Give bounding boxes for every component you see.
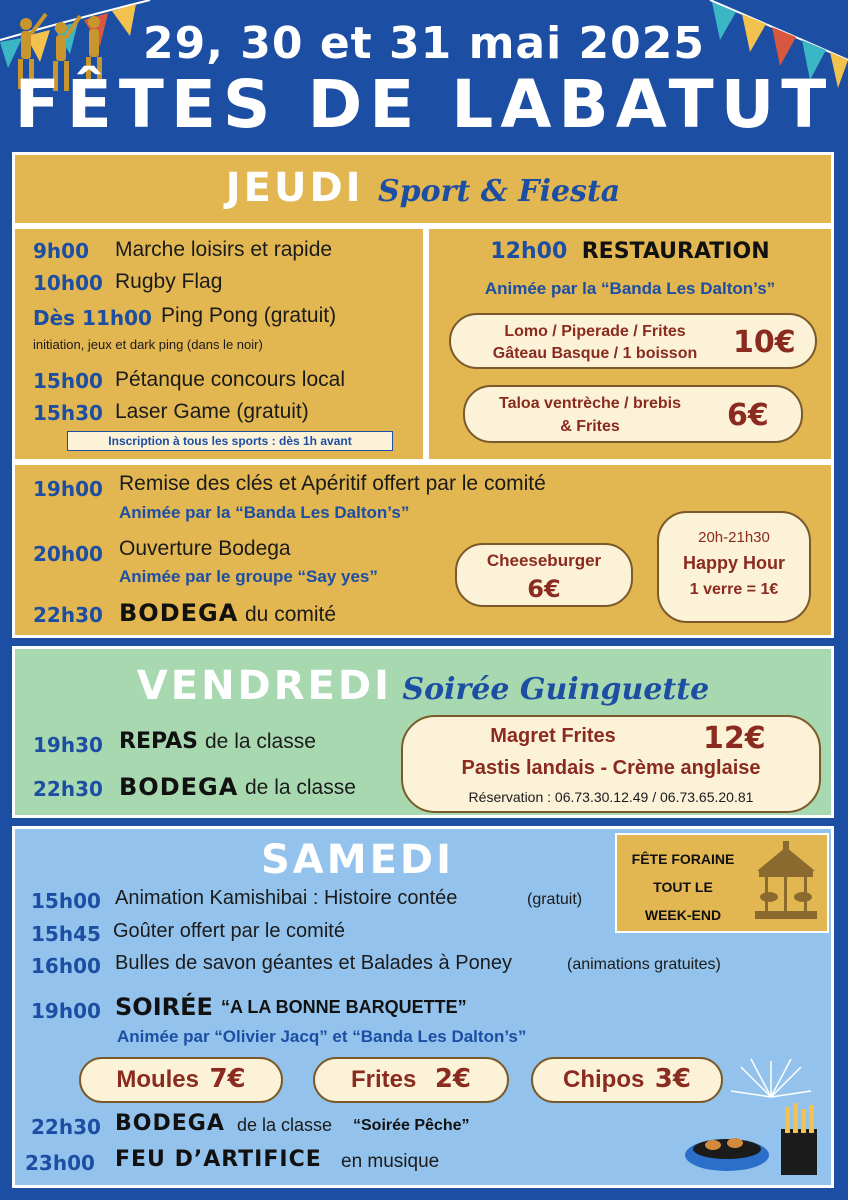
- food-pill-moules: [79, 1057, 283, 1103]
- friday-bold: REPAS: [119, 729, 198, 754]
- evening-time: 19h00: [33, 477, 103, 501]
- friday-meal-pill: [401, 715, 821, 813]
- thursday-sports-box: [12, 226, 426, 462]
- sport-time: 15h00: [33, 369, 103, 393]
- friday-time: 22h30: [33, 777, 103, 801]
- menu-price: 10€: [733, 325, 796, 360]
- menu-line: Taloa ventrèche / brebis: [499, 395, 681, 412]
- food-label: Chipos: [563, 1066, 645, 1093]
- menu-line: Gâteau Basque / 1 boisson: [492, 345, 698, 362]
- sport-label: Pétanque concours local: [115, 368, 345, 391]
- evening-time: 22h30: [33, 603, 103, 627]
- happy-hour-title: Happy Hour: [682, 553, 785, 573]
- saturday-label: Bulles de savon géantes et Balades à Poney: [115, 952, 512, 974]
- sport-time: 15h30: [33, 401, 103, 425]
- meal-line: Magret Frites: [490, 725, 616, 747]
- lunch-time: 12h00: [490, 239, 568, 264]
- thursday-theme: Sport & Fiesta: [377, 174, 621, 209]
- saturday-time: 16h00: [31, 954, 101, 978]
- lunch-menu-2: [463, 385, 803, 443]
- lunch-menu-1: [449, 313, 817, 369]
- soiree-time: 19h00: [31, 999, 101, 1023]
- evening-time: 20h00: [33, 542, 103, 566]
- late-time: 23h00: [25, 1151, 95, 1175]
- meal-price: 12€: [703, 721, 766, 756]
- late-time: 22h30: [31, 1115, 101, 1139]
- menu-line: & Frites: [560, 418, 620, 435]
- happy-hour-offer: 1 verre = 1€: [689, 581, 779, 598]
- reservation-phone: Réservation : 06.73.30.12.49 / 06.73.65.20.81: [468, 789, 754, 805]
- late-extra: “Soirée Pêche”: [353, 1117, 470, 1134]
- late-bold: FEU D’ARTIFICE: [115, 1147, 322, 1172]
- sport-time: 10h00: [33, 271, 103, 295]
- evening-label: Ouverture Bodega: [119, 537, 291, 560]
- food-price: 2€: [434, 1064, 471, 1094]
- friday-bold: BODEGA: [119, 773, 239, 801]
- friday-time: 19h30: [33, 733, 103, 757]
- late-label: en musique: [341, 1151, 440, 1172]
- food-pill-chipos: [531, 1057, 723, 1103]
- sport-label: Laser Game (gratuit): [115, 400, 309, 423]
- saturday-label: Goûter offert par le comité: [113, 920, 345, 942]
- evening-sub: Animée par la “Banda Les Dalton’s”: [119, 503, 410, 522]
- friday-label: de la classe: [205, 730, 316, 753]
- soiree-name: “A LA BONNE BARQUETTE”: [221, 997, 467, 1017]
- saturday-extra: (gratuit): [527, 891, 583, 908]
- late-label: de la classe: [237, 1115, 333, 1135]
- evening-bold: BODEGA: [119, 599, 239, 627]
- saturday-time: 15h00: [31, 889, 101, 913]
- saturday-box: [12, 826, 834, 1188]
- food-pill-frites: [313, 1057, 509, 1103]
- ping-pong-note: initiation, jeux et dark ping (dans le noir): [33, 337, 263, 352]
- signup-note: Inscription à tous les sports : dès 1h avant: [67, 431, 393, 451]
- thursday-lunch-box: [426, 226, 834, 462]
- saturday-day-label: SAMEDI: [261, 837, 454, 883]
- cheeseburger-pill: [455, 543, 633, 607]
- evening-sub: Animée par le groupe “Say yes”: [119, 567, 378, 586]
- evening-label: Remise des clés et Apéritif offert par le comité: [119, 472, 546, 495]
- funfair-box: [615, 833, 829, 933]
- cheeseburger-price: 6€: [527, 575, 561, 603]
- soiree-bold: SOIRÉE: [115, 993, 213, 1021]
- thursday-evening-box: [12, 462, 834, 638]
- lunch-title: RESTAURATION: [581, 239, 770, 264]
- food-label: Moules: [116, 1066, 200, 1093]
- cheeseburger-label: Cheeseburger: [486, 551, 602, 570]
- sport-label: Ping Pong (gratuit): [161, 304, 337, 327]
- friday-theme: Soirée Guinguette: [402, 672, 710, 707]
- happy-hour-time: 20h-21h30: [698, 529, 770, 546]
- thursday-header-box: [12, 152, 834, 226]
- funfair-line: FÊTE FORAINE: [631, 851, 735, 867]
- menu-line: Lomo / Piperade / Frites: [504, 323, 686, 340]
- late-bold: BODEGA: [115, 1111, 225, 1136]
- friday-box: [12, 646, 834, 818]
- food-price: 3€: [654, 1064, 691, 1094]
- funfair-line: TOUT LE: [653, 879, 713, 895]
- friday-label: de la classe: [245, 776, 356, 799]
- thursday-day-label: JEUDI: [225, 165, 364, 211]
- carousel-icon: [751, 841, 821, 927]
- funfair-line: WEEK-END: [644, 907, 722, 923]
- menu-price: 6€: [727, 398, 769, 433]
- saturday-extra: (animations gratuites): [567, 956, 721, 973]
- friday-day-label: VENDREDI: [136, 663, 392, 709]
- event-dates: 29, 30 et 31 mai 2025: [143, 18, 705, 69]
- mussels-fries-icon: [683, 1099, 833, 1181]
- sport-label: Marche loisirs et rapide: [115, 238, 333, 261]
- happy-hour-pill: [657, 511, 811, 623]
- food-label: Frites: [351, 1066, 417, 1093]
- meal-line: Pastis landais - Crème anglaise: [461, 757, 761, 779]
- evening-label: du comité: [245, 603, 337, 626]
- sport-time: 9h00: [33, 239, 89, 263]
- soiree-sub: Animée par “Olivier Jacq” et “Banda Les Dalton’s”: [117, 1027, 527, 1046]
- food-price: 7€: [209, 1064, 246, 1094]
- event-title: FÊTES DE LABATUT: [14, 66, 834, 143]
- saturday-time: 15h45: [31, 922, 101, 946]
- sport-time: Dès 11h00: [33, 306, 152, 330]
- lunch-subtitle: Animée par la “Banda Les Dalton’s”: [484, 279, 776, 298]
- sport-label: Rugby Flag: [115, 270, 223, 293]
- saturday-label: Animation Kamishibai : Histoire contée: [115, 887, 458, 909]
